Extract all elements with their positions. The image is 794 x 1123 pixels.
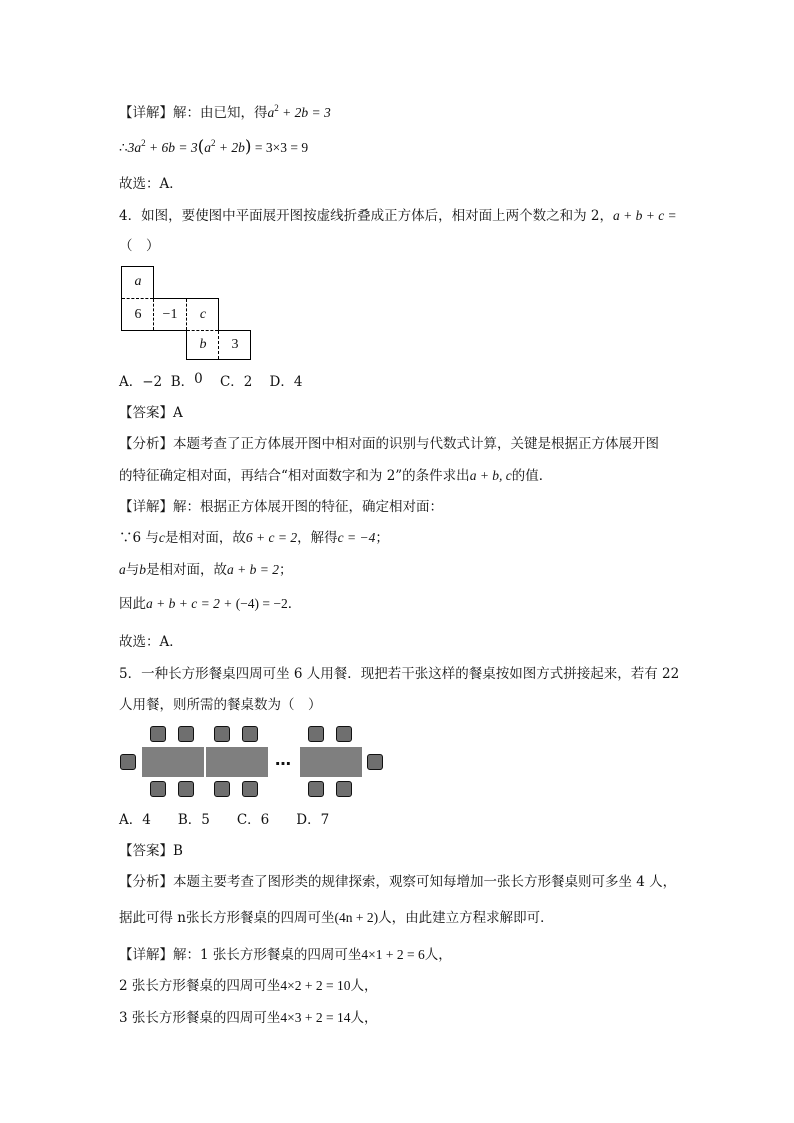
q4-detail-2 — [119, 560, 292, 580]
net-cell-left: 6 — [134, 307, 142, 322]
chair-icon — [242, 726, 258, 742]
analysis-text: 的特征确定相对面，再结合“相对面数字和为 2”的条件求出 — [119, 468, 470, 484]
q4-analysis-line2 — [119, 466, 552, 486]
expr-part: a — [204, 140, 211, 155]
q5-analysis-line1 — [119, 872, 676, 892]
text: 人， — [350, 978, 378, 994]
detail-tag: 【详解】 — [119, 499, 173, 515]
analysis-tag: 【分析】 — [119, 436, 173, 452]
math: a + b + c = 2 + — [146, 596, 236, 611]
math: = −2 — [259, 596, 288, 611]
q5-stem-2: 人用餐，则所需的餐桌数为（ ） — [119, 697, 322, 713]
math: a — [119, 562, 126, 577]
chair-icon — [178, 781, 194, 797]
option-a: A．−2 — [119, 374, 163, 390]
math: a + b = 2 — [227, 562, 279, 577]
math: 4×2 + 2 = 10 — [280, 978, 351, 993]
q4-answer — [119, 403, 183, 423]
math: 4×3 + 2 = 14 — [280, 1010, 351, 1025]
math: b — [139, 562, 146, 577]
text: 与 — [125, 562, 140, 578]
math: c — [158, 530, 165, 545]
q4-detail-line — [119, 497, 443, 517]
analysis-text: 据此可得 n张长方形餐桌的四周可坐 — [119, 910, 335, 926]
analysis-text: 人，由此建立方程求解即可． — [378, 910, 554, 926]
math: 6 + c = 2 — [245, 530, 298, 545]
text: 因此 — [119, 596, 146, 612]
net-cell-mid: −1 — [162, 307, 178, 322]
expr-part: 3a — [127, 140, 142, 155]
chair-icon — [214, 781, 230, 797]
expr-part: + 6b = 3 — [145, 140, 198, 155]
q4-options — [119, 372, 302, 392]
table-rect — [142, 747, 204, 777]
answer-value: A — [173, 405, 183, 421]
text: 人， — [424, 947, 452, 963]
option-b-value: 0 — [194, 371, 203, 387]
q5-detail-1 — [119, 945, 452, 965]
expr-part: + 2b — [215, 140, 245, 155]
q3-therefore-line: $\therefore 3a^2 + 6b = 3(a^2 + 2b) = 3\times 3 = 9$ — [119, 137, 309, 157]
text: 2 张长方形餐桌的四周可坐 — [119, 978, 281, 994]
text: ； — [375, 530, 389, 546]
q5-analysis-line2 — [119, 908, 554, 928]
analysis-text: 本题主要考查了图形类的规律探索，观察可知每增加一张长方形餐桌则可多坐 4 人， — [173, 874, 677, 890]
text: 3 张长方形餐桌的四周可坐 — [119, 1010, 281, 1026]
chair-icon — [336, 726, 352, 742]
expr-part: = 3×3 = 9 — [251, 140, 309, 155]
analysis-text: 的值． — [511, 468, 553, 484]
q4-choice: 故选：A． — [119, 634, 183, 650]
q4-detail-1 — [119, 528, 389, 548]
q4-stem — [119, 206, 677, 226]
answer-tag: 【答案】 — [119, 405, 173, 421]
text: 解：1 张长方形餐桌的四周可坐 — [173, 947, 362, 963]
chair-icon — [214, 726, 230, 742]
net-cell-right: c — [199, 307, 207, 322]
equation-a: a — [267, 105, 275, 120]
net-cell-bottom-right: 3 — [231, 337, 239, 352]
q5-stem-1: 5．一种长方形餐桌四周可坐 6 人用餐．现把若干张这样的餐桌按如图方式拼接起来，若有 22 — [119, 666, 680, 682]
option-d: D．4 — [269, 374, 303, 390]
chair-icon — [178, 726, 194, 742]
detail-tag: 【详解】 — [119, 947, 173, 963]
table-rect — [206, 747, 268, 777]
text: 是相对面，故 — [146, 562, 227, 578]
table-rect — [300, 747, 362, 777]
analysis-text: 本题考查了正方体展开图中相对面的识别与代数式计算，关键是根据正方体展开图 — [173, 436, 659, 452]
chair-icon — [150, 726, 166, 742]
detail-tag: 【详解】 — [119, 105, 173, 121]
text: ． — [287, 596, 302, 612]
q5-answer — [119, 841, 183, 861]
q4-detail-3 — [119, 594, 301, 614]
math: 4×1 + 2 = 6 — [361, 947, 425, 962]
text: ； — [278, 562, 293, 578]
q5-detail-2 — [119, 976, 377, 996]
chair-icon — [308, 726, 324, 742]
chair-icon — [308, 781, 324, 797]
text: ∵6 与 — [119, 530, 159, 546]
analysis-math: a + b, c — [469, 468, 512, 483]
detail-text: 解：由已知，得 — [173, 105, 268, 121]
math: (−4) — [235, 596, 260, 611]
therefore-symbol: ∴ — [119, 140, 128, 156]
q4-stem-math: a + b + c = — [612, 208, 677, 223]
q5-detail-3 — [119, 1008, 377, 1028]
net-cell-bottom-left: b — [199, 337, 207, 352]
chair-icon — [367, 754, 383, 770]
text: ，解得 — [297, 530, 338, 546]
chair-icon — [336, 781, 352, 797]
math: c = −4 — [337, 530, 376, 545]
q4-stem-text: 4．如图，要使图中平面展开图按虚线折叠成正方体后，相对面上两个数之和为 2， — [119, 208, 613, 224]
chair-icon — [120, 754, 136, 770]
analysis-math: (4n + 2) — [334, 910, 379, 925]
q4-analysis-line1 — [119, 434, 659, 454]
ellipsis: … — [275, 750, 292, 769]
chair-icon — [242, 781, 258, 797]
q3-detail-line: 【详解】解：由已知，得$a^2 + 2b = 3$ — [119, 103, 331, 121]
net-cell-top: a — [134, 274, 142, 289]
option-c: C．2 — [219, 374, 253, 390]
text: 人， — [350, 1010, 378, 1026]
q5-options: A．4 B．5 C．6 D．7 — [119, 812, 330, 828]
answer-value: B — [173, 843, 183, 859]
q3-choice: 故选：A． — [119, 176, 183, 192]
chair-icon — [150, 781, 166, 797]
option-b: B． — [170, 374, 195, 390]
text: 是相对面，故 — [164, 530, 246, 546]
detail-text: 解：根据正方体展开图的特征，确定相对面： — [173, 499, 443, 515]
answer-tag: 【答案】 — [119, 843, 173, 859]
q4-paren: （ ） — [119, 238, 160, 254]
equation-rest: + 2b = 3 — [278, 105, 331, 120]
analysis-tag: 【分析】 — [119, 874, 173, 890]
